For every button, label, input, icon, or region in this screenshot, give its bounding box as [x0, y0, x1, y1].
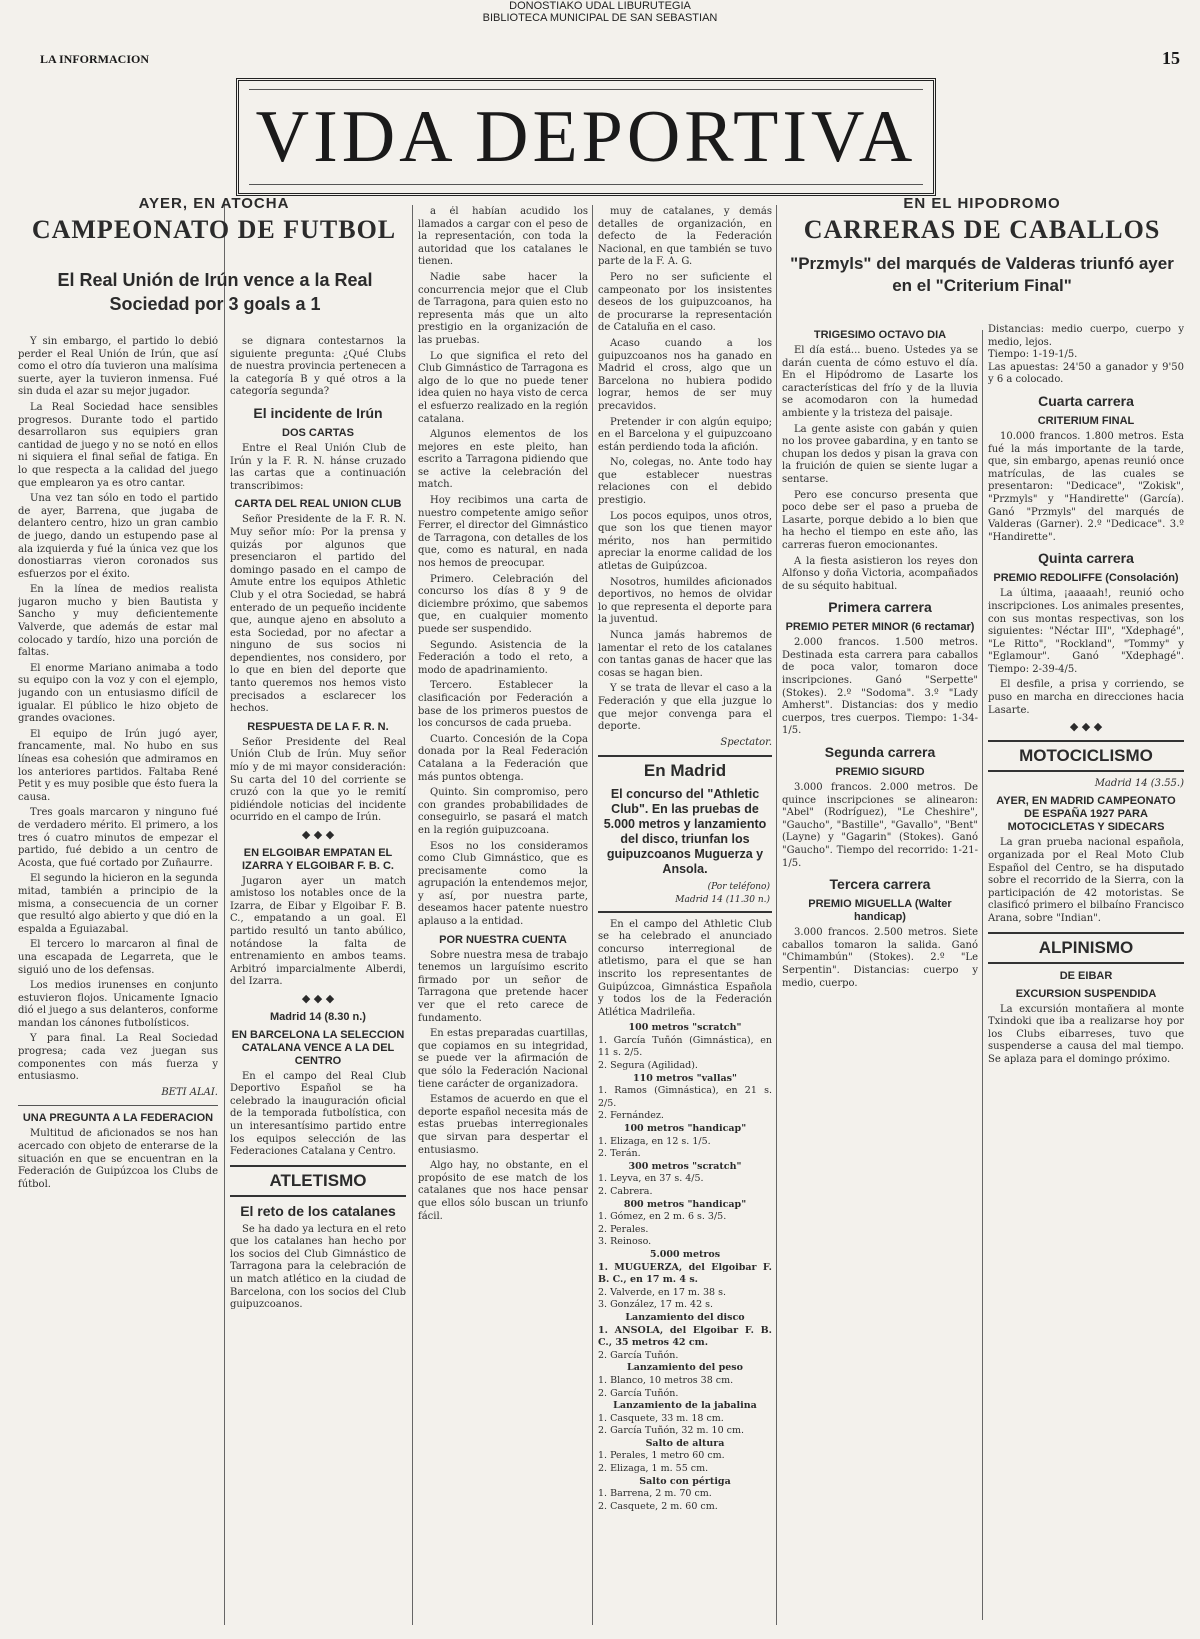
reply-title: RESPUESTA DE LA F. R. N. — [247, 720, 389, 733]
paragraph: muy de catalanes, y demás detalles de organización, en defecto de la Federación Nacional, en que también se tuvo parte de la F. A. G. — [598, 206, 772, 268]
column-rule — [412, 205, 413, 1625]
section-deck: El concurso del "Athletic Club". En las pruebas de 5.000 metros y lanzamiento del disco, triunfan los guipuzcoanos Muguerza y Ansola. — [603, 787, 767, 877]
paragraph: Se ha dado ya lectura en el reto que los catalanes han hecho por los socios del Club Gimnástico de Tarragona para la celebración de un match atlético en la ciudad de Barcelona, con los socios del Club guipuzcoanos. — [230, 1223, 406, 1311]
result-line: 2. Fernández. — [598, 1110, 664, 1122]
paragraph: Y sin embargo, el partido lo debió perder el Real Unión de Irún, que así como el otro día tuvieron una malísima suerte, ayer la tuvieron inmensa. Fué sin duda el azar su mejor jugador. — [18, 336, 218, 398]
result-line: 1. Perales, 1 metro 60 cm. — [598, 1450, 725, 1462]
column-rule — [982, 330, 983, 1620]
paragraph: El día está... bueno. Ustedes ya se darán cuenta de cómo estuvo el día. En el Hipódromo de Lasarte los características del frío y de la lluvia se acomodaron con la humedad ambiente y la tristeza del paisaje. — [782, 345, 978, 419]
race-title: Cuarta carrera — [1038, 392, 1134, 409]
result-line: Salto de altura — [645, 1437, 725, 1449]
result-line: Lanzamiento del peso — [627, 1362, 743, 1374]
section-title: ATLETISMO — [269, 1170, 367, 1190]
result-line: 1. Ramos (Gimnástica), en 21 s. 2/5. — [598, 1085, 772, 1109]
paragraph: El segundo la hicieron en la segunda mitad, también a principio de la misma, a consecuencia de un corner que resultó algo abierto y que dió en la espalda a Eguiazabal. — [18, 873, 218, 935]
dateline: Madrid 14 (8.30 n.) — [270, 1010, 366, 1023]
column-4 — [598, 206, 772, 1626]
paragraph: Primero. Celebración del concurso los días 8 y 9 de diciembre próximo, que sabemos que, en cualquier momento puede ser suspendido. — [418, 573, 588, 635]
paragraph: se dignara contestarnos la siguiente pregunta: ¿Qué Clubs de nuestra provincia pertenecen a la categoría B y qué otros a la categoría segunda? — [230, 336, 406, 398]
column-3 — [418, 206, 588, 1626]
column-6 — [988, 324, 1184, 1624]
paragraph: Quinto. Sin compromiso, pero con grandes probabilidades de conseguirlo, se pasará el match en la región guipuzcoana. — [418, 787, 588, 836]
paragraph: El desfile, a prisa y corriendo, se puso en marcha en direcciones hacia Lasarte. — [988, 679, 1184, 716]
column-rule — [776, 205, 777, 1625]
racing-line: Distancias: medio cuerpo, cuerpo y medio, lejos. — [988, 324, 1184, 348]
race-subtitle: PREMIO PETER MINOR (6 rectamar) — [785, 621, 975, 634]
result-line: 110 metros "vallas" — [633, 1072, 737, 1084]
paragraph: Tercero. Establecer la clasificación por Federación a base de los primeros puestos de los concursos de cada prueba. — [418, 680, 588, 730]
section-title: MOTOCICLISMO — [1019, 745, 1153, 765]
ornament: ◆ ◆ ◆ — [1069, 720, 1103, 734]
column-rule — [592, 205, 593, 1625]
column-5 — [782, 324, 978, 1624]
paragraph: Segundo. Asistencia de la Federación a todo el reto, a modo de apadrinamiento. — [418, 639, 588, 676]
column-2 — [230, 336, 406, 1626]
paragraph: 10.000 francos. 1.800 metros. Esta fué la más importante de la tarde, que, sin embargo, apenas reunió once matrículas, de las cuales se presentaron: "Dedicace", "Zokisk", "Przmyls" y "Handirette" (García). Ganó "Przmyls" del marqués de Valderas (Garner). 2.º "Dedicace". 3.º "Handirette". — [988, 430, 1184, 543]
archive-line-2: BIBLIOTECA MUNICIPAL DE SAN SEBASTIAN — [482, 12, 718, 24]
paragraph: El tercero lo marcaron al final de una escapada de Legarreta, que le siguió uno de los defensas. — [18, 939, 218, 976]
result-line: 2. Segura (Agilidad). — [598, 1060, 698, 1072]
paragraph: Pretender ir con algún equipo; en el Barcelona y el guipuzcoano están perdiendo toda la afición. — [598, 416, 772, 453]
paragraph: La gente asiste con gabán y quien no los provee gabardina, y en tanto se chupan los dedos y pisan la grava con la fruición de quien se siente lugar a sentarse. — [782, 423, 978, 485]
paragraph: Nadie sabe hacer la concurrencia mejor que el Club de Tarragona, para quien esto no representa más que un alto prestigio en la organización de las pruebas. — [418, 271, 588, 346]
result-line: 2. Terán. — [598, 1148, 641, 1160]
race-subtitle: PREMIO SIGURD — [835, 766, 925, 779]
result-line: 1. Barrena, 2 m. 70 cm. — [598, 1488, 712, 1500]
paragraph: Algunos elementos de los mejores en este pleito, han escrito a Tarragona pidiendo que se active la celebración del match. — [418, 429, 588, 491]
race-title: Quinta carrera — [1038, 550, 1134, 567]
subsection-title: EN BARCELONA LA SELECCION CATALANA VENCE A LA DEL CENTRO — [231, 1028, 405, 1067]
paragraph: Sobre nuestra mesa de trabajo tenemos un larguísimo escrito firmado por un señor de Tarragona que pretende hacer ver que el reto carece de fundamento. — [418, 949, 588, 1024]
byline: (Por teléfono) — [707, 882, 770, 893]
result-line: 800 metros "handicap" — [623, 1198, 747, 1210]
section-title: ALPINISMO — [1038, 937, 1134, 957]
result-line: 5.000 metros — [649, 1248, 721, 1260]
paragraph: Tres goals marcaron y ninguno fué de verdadero mérito. El primero, a los tres ó cuatro minutos de empezar el partido, fué debido a un centro de Acosta, que fué cortado por Zuñaurre. — [18, 807, 218, 869]
race-subtitle: PREMIO REDOLIFFE (Consolación) — [993, 572, 1179, 585]
paragraph: Y para final. La Real Sociedad progresa; cada vez juegan sus componentes con más fuerza y entusiasmo. — [18, 1033, 218, 1083]
paragraph: Hoy recibimos una carta de nuestro competente amigo señor Ferrer, el director del Gimnástico de Tarragona, con detalles de los que, como es natural, en nada nos hemos de preocupar. — [418, 495, 588, 570]
ornament: ◆ ◆ ◆ — [301, 991, 335, 1005]
race-subtitle: CRITERIUM FINAL — [1037, 414, 1135, 427]
paragraph: Los medios irunenses en conjunto estuvieron flojos. Unicamente Ignacio dió el juego a sus delanteros, conforme mandan los cánones futbolísticos. — [18, 980, 218, 1029]
section-box — [988, 740, 1184, 772]
paragraph: Pero ese concurso presenta que poco debe ser el paso a prueba de Lasarte, porque debido a lo bien que ha hecho el tiempo en este año, las carreras fueron emocionantes. — [782, 489, 978, 551]
paragraph: Una vez tan sólo en todo el partido de ayer, Barrena, que jugaba de delantero centro, hizo un gran cambio de juego, dando un estupendo pase al ala izquierda y fué la única vez que los donostiarras vieron coronados sus esfuerzos por el éxito. — [18, 493, 218, 580]
football-deck: El Real Unión de Irún vence a la Real Sociedad por 3 goals a 1 — [57, 270, 373, 314]
football-kicker: AYER, EN ATOCHA — [138, 198, 290, 212]
divider — [18, 1105, 218, 1106]
result-line: 2. García Tuñón, 32 m. 10 cm. — [598, 1425, 744, 1437]
racing-line: Tiempo: 1-19-1/5. — [988, 349, 1078, 361]
paragraph: Entre el Real Unión Club de Irún y la F. R. N. hánse cruzado las cartas que a continuación transcribimos: — [230, 442, 406, 492]
racing-line: Las apuestas: 24'50 a ganador y 9'50 y 6 a colocado. — [988, 361, 1184, 386]
paragraph: Jugaron ayer un match amistoso los notables once de la Izarra, de Eibar y Elgoibar F. B. C., empatando a un goal. El partido resultó un tanto abúlico, notándose la falta de entrenamiento en ambos teams. Arbitró imparcialmente Alberdi, del Izarra. — [230, 875, 406, 988]
section-box — [230, 1165, 406, 1197]
column-rule — [224, 205, 225, 1625]
subsection-title: AYER, EN MADRID CAMPEONATO DE ESPAÑA 1927 PARA MOTOCICLETAS Y SIDECARS — [996, 795, 1176, 834]
column-1 — [18, 336, 218, 1626]
football-headline: CAMPEONATO DE FUTBOL — [31, 214, 397, 244]
result-line: 100 metros "handicap" — [623, 1123, 747, 1135]
subsection-title: TRIGESIMO OCTAVO DIA — [813, 329, 947, 341]
result-line: 1. Blanco, 10 metros 38 cm. — [598, 1374, 734, 1386]
result-line: 300 metros "scratch" — [628, 1160, 742, 1172]
result-line: 1. Gómez, en 2 m. 6 s. 3/5. — [598, 1211, 727, 1223]
result-line: 2. Casquete, 2 m. 60 cm. — [598, 1500, 718, 1512]
paragraph: El equipo de Irún jugó ayer, francamente, mal. No hubo en sus líneas esa cohesión que admiramos en los anteriores partidos. Faltaba René Petit y es muy posible que ésto fuera la causa. — [18, 728, 218, 803]
result-line: 2. García Tuñón. — [598, 1349, 679, 1361]
result-line: Lanzamiento de la jabalina — [613, 1400, 757, 1412]
section-box — [598, 755, 772, 912]
paragraph: En estas preparadas cuartillas, que copiamos en su integridad, se puede ver la afirmación de que sólo la Federación Nacional tiene carácter de organizadora. — [418, 1028, 588, 1090]
paragraph: Y se trata de llevar el caso a la Federación y que ella juzgue lo que mejor convenga para el deporte. — [598, 683, 772, 733]
section-title: El incidente de Irún — [253, 404, 383, 421]
paragraph: A la fiesta asistieron los reyes don Alfonso y doña Victoria, acompañados de su séquito habitual. — [782, 555, 978, 592]
result-line: 1. Leyva, en 37 s. 4/5. — [598, 1173, 704, 1185]
subsection-title: EN ELGOIBAR EMPATAN EL IZARRA Y ELGOIBAR F. B. C. — [242, 846, 394, 872]
paragraph: La Real Sociedad hace sensibles progresos. Durante todo el partido desarrollaron sus equipiers gran cantidad de juego y no se notó en ellos ni siquiera el final señal de fatiga. En lo que respecta a la calidad del juego que emplearon ya es otro cantar. — [18, 401, 218, 489]
result-line: Lanzamiento del disco — [625, 1311, 745, 1323]
result-line: 2. Perales. — [598, 1223, 649, 1235]
paragraph: En la línea de medios realista jugaron mucho y bien Bautista y Sancho y muy deficientemente Valverde, que además de estar mal colocado y tardío, hizo una porción de faltas. — [18, 584, 218, 659]
paragraph: Señor Presidente del Real Unión Club de Irún. Muy señor mío y de mi mayor consideración: Su carta del 10 del corriente se cruzó con la que yo le remití pidiéndole noticias del incidente ocurrido en el campo de Irún. — [230, 736, 406, 824]
paragraph: Multitud de aficionados se nos han acercado con objeto de enterarse de la situación en que se encuentran en la Federación de Guipúzcoa los Clubs de fútbol. — [18, 1128, 218, 1190]
race-title: Tercera carrera — [829, 876, 931, 893]
subsection-title: UNA PREGUNTA A LA FEDERACION — [22, 1112, 214, 1125]
paragraph: 3.000 francos. 2.500 metros. Siete caballos tomaron la salida. Ganó "Chimambún" (Stokes). 2.º "Le Serpentin". Distancias: cuerpo y medio, cuerpo. — [782, 927, 978, 989]
result-line: 1. MUGUERZA, del Elgoibar F. B. C., en 17 m. 4 s. — [598, 1261, 772, 1286]
paragraph: El enorme Mariano animaba a todo su equipo con la voz y con el ejemplo, jugando con un entusiasmo difícil de igualar. El público le hizo objeto de grandes ovaciones. — [18, 662, 218, 725]
archive-stamp — [0, 0, 1200, 24]
paragraph: a él habían acudido los llamados a cargar con el peso de la representación, con toda la autoridad que los catalanes le tienen. — [418, 206, 588, 268]
paragraph: La excursión montañera al monte Txindoki que iba a realizarse hoy por los Clubs eibarreses, tuvo que suspenderse a causa del mal tiempo. Se aplaza para el domingo próximo. — [988, 1003, 1184, 1065]
page-number: 15 — [1162, 48, 1180, 68]
racing-headline: CARRERAS DE CABALLOS — [803, 214, 1161, 244]
paragraph: Algo hay, no obstante, en el propósito de ese match de los catalanes que nos hace pensar que ellos sólo buscan un triunfo fácil. — [418, 1160, 588, 1222]
racing-deck: "Przmyls" del marqués de Valderas triunfó ayer en el "Criterium Final" — [790, 253, 1174, 295]
publication-name: LA INFORMACION — [40, 52, 150, 66]
result-line: 1. Elizaga, en 12 s. 1/5. — [598, 1135, 711, 1147]
letter-title: CARTA DEL REAL UNION CLUB — [234, 498, 402, 511]
paragraph: 3.000 francos. 2.000 metros. De quince inscripciones se alinearon: "Abel" (Rodríguez), "Le Cheshire", "Gaucho", "Bastille", "Gavallo", "Bent" (Layne) y "Gagarin" (Stokes). Ganó "Gaucho". Tiempo del recorrido: 1-21-1/5. — [782, 782, 978, 869]
section-box — [988, 932, 1184, 964]
result-line: 2. Elizaga, 1 m. 55 cm. — [598, 1463, 709, 1475]
section-banner — [236, 78, 936, 196]
paragraph: 2.000 francos. 1.500 metros. Destinada esta carrera para caballos de poca valor, tomaron doce inscripciones. Ganó "Serpette" (Stokes). 2.º "Sodoma". 3.º "Lady Amherst". Distancias: dos y medio cuerpos, tres cuerpos. Tiempo: 1-34-1/5. — [782, 637, 978, 737]
subsection-title: DE EIBAR — [1059, 969, 1113, 982]
ornament: ◆ ◆ ◆ — [301, 828, 335, 841]
result-line: 2. García Tuñón. — [598, 1387, 679, 1399]
signature: BETI ALAI. — [161, 1086, 218, 1098]
paragraph: Cuarto. Concesión de la Copa donada por la Real Federación Catalana a la Federación que más puntos obtenga. — [418, 733, 588, 783]
paragraph: Los pocos equipos, unos otros, que son los que tienen mayor mérito, nos han permitido apreciar la enorme calidad de los atletas de Guipúzcoa. — [598, 510, 772, 573]
banner-title: VIDA DEPORTIVA — [255, 96, 917, 178]
dateline: Madrid 14 (3.55.) — [1094, 777, 1184, 789]
result-line: 2. Valverde, en 17 m. 38 s. — [598, 1286, 726, 1298]
paragraph: En el campo del Real Club Deportivo Español se ha celebrado la inauguración oficial de la temporada futbolística, con un interesantísimo partido entre los equipos selección de las Federaciones Catalana y Centro. — [230, 1070, 406, 1158]
subsection-title: DOS CARTAS — [282, 426, 354, 439]
race-title: Primera carrera — [828, 599, 932, 616]
dateline: Madrid 14 (11.30 n.) — [675, 894, 770, 905]
race-title: Segunda carrera — [824, 744, 936, 761]
result-line: Salto con pértiga — [639, 1475, 731, 1487]
result-line: 1. Casquete, 33 m. 18 cm. — [598, 1412, 724, 1424]
running-head — [40, 48, 1180, 68]
paragraph: Estamos de acuerdo en que el deporte español necesita más de estas pruebas interregionales que sirvan para despertar el entusiasmo. — [418, 1094, 588, 1156]
archive-line-1: DONOSTIAKO UDAL LIBURUTEGIA — [509, 0, 691, 12]
paragraph: Señor Presidente de la F. R. N. Muy señor mío: Por la prensa y quizás por algunos que presenciaron el partido del domingo pasado en el campo de Amute entre los equipos Athletic Club y el otra Sociedad, se habrá enterado de un pequeño incidente que, aunque ajeno en absoluto a esta Sociedad, por no afectar a ninguno de sus socios ni dependientes, nos considero, por lo que en bien del deporte que tanto queremos nos hemos visto precisados a esclarecer los hechos. — [230, 514, 406, 715]
subsection-title: EXCURSION SUSPENDIDA — [1015, 987, 1157, 1000]
football-deck-box — [30, 268, 400, 328]
paragraph: Nosotros, humildes aficionados deportivos, no hemos de olvidar lo que representa el deporte para la juventud. — [598, 576, 772, 626]
paragraph: Lo que significa el reto del Club Gimnástico de Tarragona es algo de lo que no puede tener idea quien no haya visto de cerca el esfuerzo realizado en la región catalana. — [418, 350, 588, 425]
result-line: 3. Reinoso. — [598, 1236, 652, 1248]
result-line: 3. González, 17 m. 42 s. — [598, 1299, 714, 1311]
section-title: En Madrid — [643, 761, 727, 781]
paragraph: Nunca jamás habremos de lamentar el reto de los catalanes con tantas ganas de hacer que las cosas se hagan bien. — [598, 630, 772, 679]
paragraph: Pero no ser suficiente el campeonato por los insistentes deseos de los guipuzcoanos, ha de procurarse la representación de Cataluña en el caso. — [598, 271, 772, 334]
paragraph: La última, ¡aaaaah!, reunió ocho inscripciones. Los animales presentes, con sus montas respectivas, son los siguientes: "Néctar III", "Xdephagé", "Le Ritto", "Rockland", "Tommy" y "Eglamour". Ganó "Xdephagé". Tiempo: 2-39-4/5. — [988, 588, 1184, 675]
subsection-title: El reto de los catalanes — [240, 1202, 396, 1219]
paragraph: Esos no los consideramos como Club Gimnástico, que es precisamente como la agrupación la entendemos mejor, y así, por nuestra parte, deseamos hacer patente nuestro aplauso a la entidad. — [418, 840, 588, 928]
result-line: 100 metros "scratch" — [628, 1022, 742, 1034]
race-subtitle: PREMIO MIGUELLA (Walter handicap) — [808, 898, 952, 924]
paragraph: No, colegas, no. Ante todo hay que establecer nuestras relaciones con el debido prestigio. — [598, 457, 772, 507]
result-line: 1. ANSOLA, del Elgoibar F. B. C., 35 metros 42 cm. — [598, 1324, 772, 1349]
racing-kicker: EN EL HIPODROMO — [903, 198, 1061, 212]
paragraph: La gran prueba nacional española, organizada por el Real Moto Club Español del Centro, se ha disputado sobre el recorrido de la Sierra, con la participación de 42 motoristas. Se clasificó primero el bilbaíno Francisco Arana, sobre "Indian". — [988, 837, 1184, 924]
section-title: POR NUESTRA CUENTA — [439, 933, 567, 946]
horse-racing-header — [782, 198, 1182, 318]
paragraph: En el campo del Athletic Club se ha celebrado el anunciado concurso interregional de atletismo, para el que se han inscrito los representantes de Guipúzcoa, Gimnástica Española y todos los de la Federación Atlética Madrileña. — [598, 918, 772, 1018]
result-line: 1. García Tuñón (Gimnástica), en 11 s. 2/5. — [598, 1034, 772, 1059]
signature: Spectator. — [720, 736, 772, 748]
result-line: 2. Cabrera. — [598, 1186, 653, 1197]
paragraph: Acaso cuando a los guipuzcoanos nos ha ganado en Madrid el cross, algo que un Barcelona no hubiera podido lograr, hemos de ser muy precavidos. — [598, 337, 772, 412]
